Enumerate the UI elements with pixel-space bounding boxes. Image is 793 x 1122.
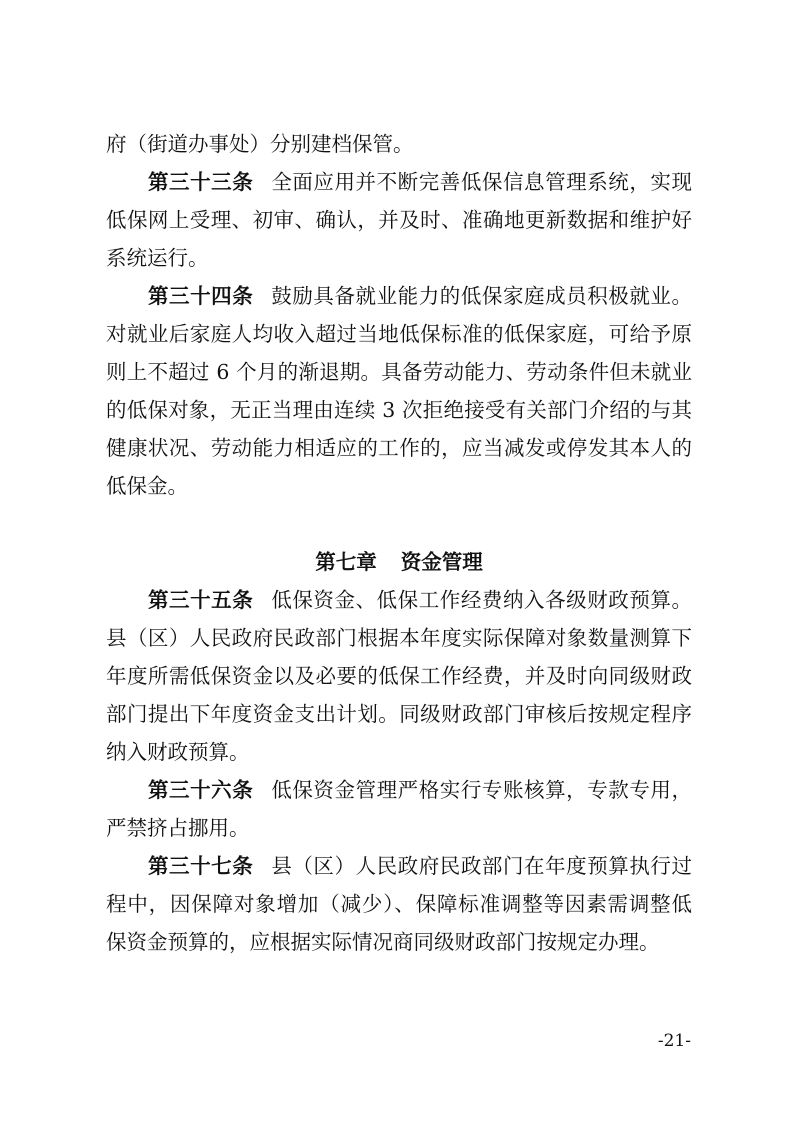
article-35-text: 低保资金、低保工作经费纳入各级财政预算。	[271, 588, 692, 612]
paragraph-line: 纳入财政预算。	[106, 740, 250, 764]
article-37-label: 第三十七条	[148, 854, 254, 878]
paragraph-line: 保资金预算的，应根据实际情况商同级财政部门按规定办理。	[106, 930, 660, 954]
chapter-title: 资金管理	[400, 550, 483, 574]
paragraph-line: 府（街道办事处）分别建档保管。	[106, 132, 414, 156]
article-34-first-line	[148, 281, 692, 311]
article-34-text: 鼓励具备就业能力的低保家庭成员积极就业。	[271, 284, 692, 308]
article-36-first-line	[148, 775, 692, 805]
paragraph-line: 健康状况、劳动能力相适应的工作的，应当减发或停发其本人的	[106, 436, 692, 460]
article-33-label: 第三十三条	[148, 170, 254, 194]
chapter-heading	[106, 547, 692, 577]
paragraph-line: 县（区）人民政府民政部门根据本年度实际保障对象数量测算下	[106, 626, 692, 650]
article-35-label: 第三十五条	[148, 588, 254, 612]
article-37-first-line	[148, 851, 692, 881]
article-37-text: 县（区）人民政府民政部门在年度预算执行过	[271, 854, 692, 878]
article-33-first-line	[148, 167, 692, 197]
article-35-first-line	[148, 585, 692, 615]
paragraph-line: 低保网上受理、初审、确认，并及时、准确地更新数据和维护好	[106, 208, 692, 232]
paragraph-line: 程中，因保障对象增加（减少）、保障标准调整等因素需调整低	[106, 892, 692, 916]
article-34-label: 第三十四条	[148, 284, 254, 308]
paragraph-line: 年度所需低保资金以及必要的低保工作经费，并及时向同级财政	[106, 664, 692, 688]
paragraph-line: 系统运行。	[106, 246, 209, 270]
article-36-text: 低保资金管理严格实行专账核算，专款专用，	[271, 778, 692, 802]
paragraph-line: 对就业后家庭人均收入超过当地低保标准的低保家庭，可给予原	[106, 322, 692, 346]
paragraph-line: 则上不超过 6 个月的渐退期。具备劳动能力、劳动条件但未就业	[106, 360, 692, 384]
paragraph-line: 严禁挤占挪用。	[106, 816, 250, 840]
page-number: -21-	[657, 1031, 691, 1051]
article-36-label: 第三十六条	[148, 778, 254, 802]
paragraph-line: 的低保对象，无正当理由连续 3 次拒绝接受有关部门介绍的与其	[106, 398, 692, 422]
article-33-text: 全面应用并不断完善低保信息管理系统，实现	[271, 170, 692, 194]
chapter-number: 第七章	[315, 550, 377, 574]
paragraph-line: 部门提出下年度资金支出计划。同级财政部门审核后按规定程序	[106, 702, 692, 726]
paragraph-line: 低保金。	[106, 474, 188, 498]
